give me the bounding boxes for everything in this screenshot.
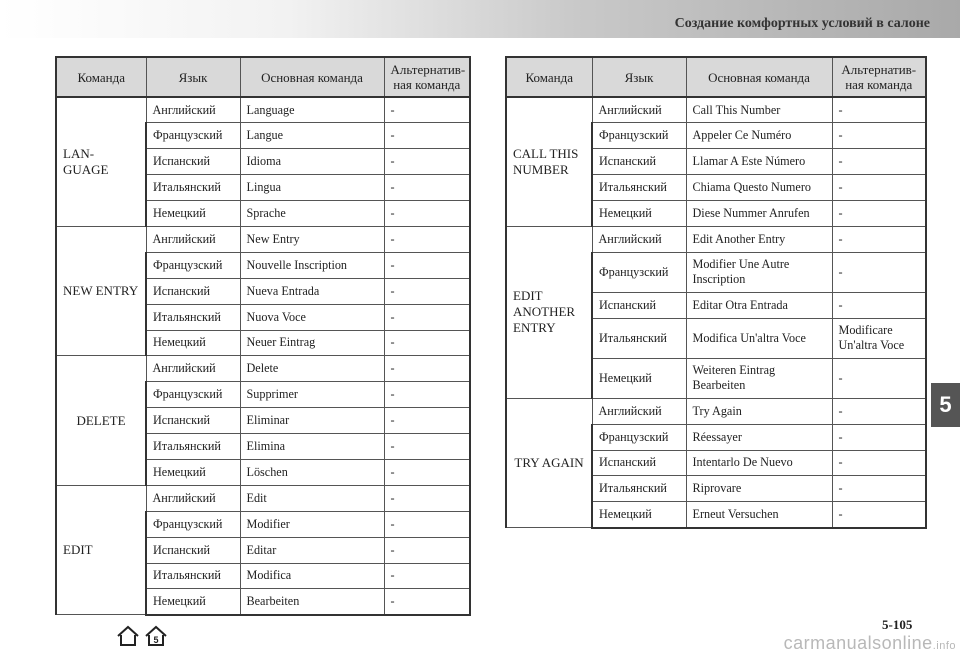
column-header-language: Язык	[146, 57, 240, 97]
language-cell: Испанский	[146, 149, 240, 175]
language-cell: Итальянский	[146, 304, 240, 330]
language-cell: Немецкий	[146, 459, 240, 485]
column-header-main-command: Основная команда	[240, 57, 384, 97]
language-cell: Немецкий	[592, 201, 686, 227]
alt-command-cell: -	[832, 97, 926, 123]
main-command-cell: Nouvelle Inscription	[240, 252, 384, 278]
alt-command-cell: -	[384, 511, 470, 537]
main-command-cell: Lingua	[240, 175, 384, 201]
alt-command-cell: -	[384, 201, 470, 227]
table-row	[56, 356, 470, 382]
language-cell: Испанский	[146, 537, 240, 563]
chapter-icon-label: 5	[153, 635, 159, 645]
alt-command-cell: -	[384, 589, 470, 615]
main-command-cell: Try Again	[686, 398, 832, 424]
main-command-cell: Löschen	[240, 459, 384, 485]
alt-command-cell: Modificare Un'altra Voce	[832, 318, 926, 358]
language-cell: Французский	[146, 123, 240, 149]
language-cell: Итальянский	[592, 476, 686, 502]
main-command-cell: Eliminar	[240, 408, 384, 434]
language-cell: Немецкий	[146, 589, 240, 615]
main-command-cell: Nuova Voce	[240, 304, 384, 330]
main-command-cell: Nueva Entrada	[240, 278, 384, 304]
main-command-cell: Edit	[240, 485, 384, 511]
column-header-main-command: Основная команда	[686, 57, 832, 97]
language-cell: Французский	[592, 424, 686, 450]
command-cell: EDIT	[56, 485, 146, 614]
alt-command-cell: -	[384, 356, 470, 382]
command-cell: DELETE	[56, 356, 146, 485]
main-command-cell: Neuer Eintrag	[240, 330, 384, 356]
alt-command-cell: -	[384, 175, 470, 201]
language-cell: Французский	[146, 382, 240, 408]
watermark-suffix: .info	[932, 640, 956, 652]
table-header-row	[56, 57, 470, 97]
alt-command-cell: -	[832, 398, 926, 424]
alt-command-cell: -	[832, 201, 926, 227]
command-cell: EDIT ANOTHER ENTRY	[506, 226, 592, 398]
main-command-cell: Modifica	[240, 563, 384, 589]
alt-command-cell: -	[832, 502, 926, 528]
language-cell: Испанский	[592, 149, 686, 175]
language-cell: Французский	[146, 511, 240, 537]
alt-command-cell: -	[832, 450, 926, 476]
main-command-cell: Modifica Un'altra Voce	[686, 318, 832, 358]
alt-command-cell: -	[832, 175, 926, 201]
table-row	[506, 226, 926, 252]
table-row	[56, 226, 470, 252]
main-command-cell: Sprache	[240, 201, 384, 227]
language-cell: Английский	[146, 226, 240, 252]
alt-command-cell: -	[384, 330, 470, 356]
alt-command-cell: -	[384, 434, 470, 460]
alt-command-cell: -	[384, 97, 470, 123]
language-cell: Испанский	[146, 408, 240, 434]
watermark	[784, 633, 956, 654]
language-cell: Английский	[592, 226, 686, 252]
table-row	[506, 97, 926, 123]
alt-command-cell: -	[384, 226, 470, 252]
page-header-title: Создание комфортных условий в салоне	[674, 16, 930, 31]
main-command-cell: Elimina	[240, 434, 384, 460]
language-cell: Итальянский	[146, 175, 240, 201]
alt-command-cell: -	[384, 408, 470, 434]
language-cell: Итальянский	[592, 175, 686, 201]
alt-command-cell: -	[384, 537, 470, 563]
language-cell: Итальянский	[592, 318, 686, 358]
language-cell: Английский	[146, 97, 240, 123]
main-command-cell: Bearbeiten	[240, 589, 384, 615]
main-command-cell: Editar Otra Entrada	[686, 292, 832, 318]
main-command-cell: Modifier	[240, 511, 384, 537]
language-cell: Французский	[146, 252, 240, 278]
alt-command-cell: -	[384, 459, 470, 485]
left-command-table	[55, 56, 471, 616]
command-cell: TRY AGAIN	[506, 398, 592, 527]
alt-command-cell: -	[832, 476, 926, 502]
watermark-text: carmanualsonline	[783, 633, 933, 653]
main-command-cell: Diese Nummer Anrufen	[686, 201, 832, 227]
main-command-cell: Modifier Une Autre Inscription	[686, 252, 832, 292]
main-command-cell: Call This Number	[686, 97, 832, 123]
table-header-row	[506, 57, 926, 97]
alt-command-cell: -	[832, 424, 926, 450]
main-command-cell: Llamar A Este Número	[686, 149, 832, 175]
main-command-cell: Editar	[240, 537, 384, 563]
column-header-alt-command: Альтернатив-ная команда	[832, 57, 926, 97]
alt-command-cell: -	[832, 292, 926, 318]
command-cell: LAN-GUAGE	[56, 97, 146, 226]
column-header-alt-command: Альтернатив-ная команда	[384, 57, 470, 97]
language-cell: Немецкий	[146, 330, 240, 356]
alt-command-cell: -	[384, 252, 470, 278]
alt-command-cell: -	[384, 278, 470, 304]
language-cell: Испанский	[592, 292, 686, 318]
main-command-cell: Erneut Versuchen	[686, 502, 832, 528]
language-cell: Английский	[146, 485, 240, 511]
main-command-cell: Riprovare	[686, 476, 832, 502]
language-cell: Испанский	[592, 450, 686, 476]
table-row	[56, 97, 470, 123]
main-command-cell: Weiteren Eintrag Bearbeiten	[686, 358, 832, 398]
language-cell: Итальянский	[146, 434, 240, 460]
right-command-table	[505, 56, 927, 529]
column-header-command: Команда	[506, 57, 592, 97]
alt-command-cell: -	[832, 358, 926, 398]
alt-command-cell: -	[384, 304, 470, 330]
command-cell: CALL THIS NUMBER	[506, 97, 592, 226]
alt-command-cell: -	[832, 226, 926, 252]
alt-command-cell: -	[832, 149, 926, 175]
language-cell: Немецкий	[592, 502, 686, 528]
home-icon[interactable]	[116, 624, 140, 648]
column-header-command: Команда	[56, 57, 146, 97]
main-command-cell: Intentarlo De Nuevo	[686, 450, 832, 476]
main-command-cell: Idioma	[240, 149, 384, 175]
main-command-cell: Delete	[240, 356, 384, 382]
chapter-side-tab: 5	[931, 383, 960, 427]
main-command-cell: Supprimer	[240, 382, 384, 408]
language-cell: Английский	[592, 398, 686, 424]
main-command-cell: Language	[240, 97, 384, 123]
main-command-cell: New Entry	[240, 226, 384, 252]
language-cell: Немецкий	[592, 358, 686, 398]
language-cell: Итальянский	[146, 563, 240, 589]
main-command-cell: Edit Another Entry	[686, 226, 832, 252]
column-header-language: Язык	[592, 57, 686, 97]
page-number: 5-105	[882, 617, 913, 632]
language-cell: Английский	[592, 97, 686, 123]
alt-command-cell: -	[384, 123, 470, 149]
main-command-cell: Appeler Ce Numéro	[686, 123, 832, 149]
main-command-cell: Langue	[240, 123, 384, 149]
alt-command-cell: -	[384, 149, 470, 175]
language-cell: Немецкий	[146, 201, 240, 227]
main-command-cell: Réessayer	[686, 424, 832, 450]
main-command-cell: Chiama Questo Numero	[686, 175, 832, 201]
language-cell: Испанский	[146, 278, 240, 304]
command-cell: NEW ENTRY	[56, 226, 146, 355]
navigation-icons	[116, 624, 168, 648]
alt-command-cell: -	[832, 252, 926, 292]
language-cell: Французский	[592, 252, 686, 292]
table-row	[56, 485, 470, 511]
language-cell: Французский	[592, 123, 686, 149]
alt-command-cell: -	[384, 563, 470, 589]
alt-command-cell: -	[384, 485, 470, 511]
language-cell: Английский	[146, 356, 240, 382]
table-row	[506, 398, 926, 424]
chapter-home-icon[interactable]	[144, 624, 168, 648]
alt-command-cell: -	[832, 123, 926, 149]
alt-command-cell: -	[384, 382, 470, 408]
